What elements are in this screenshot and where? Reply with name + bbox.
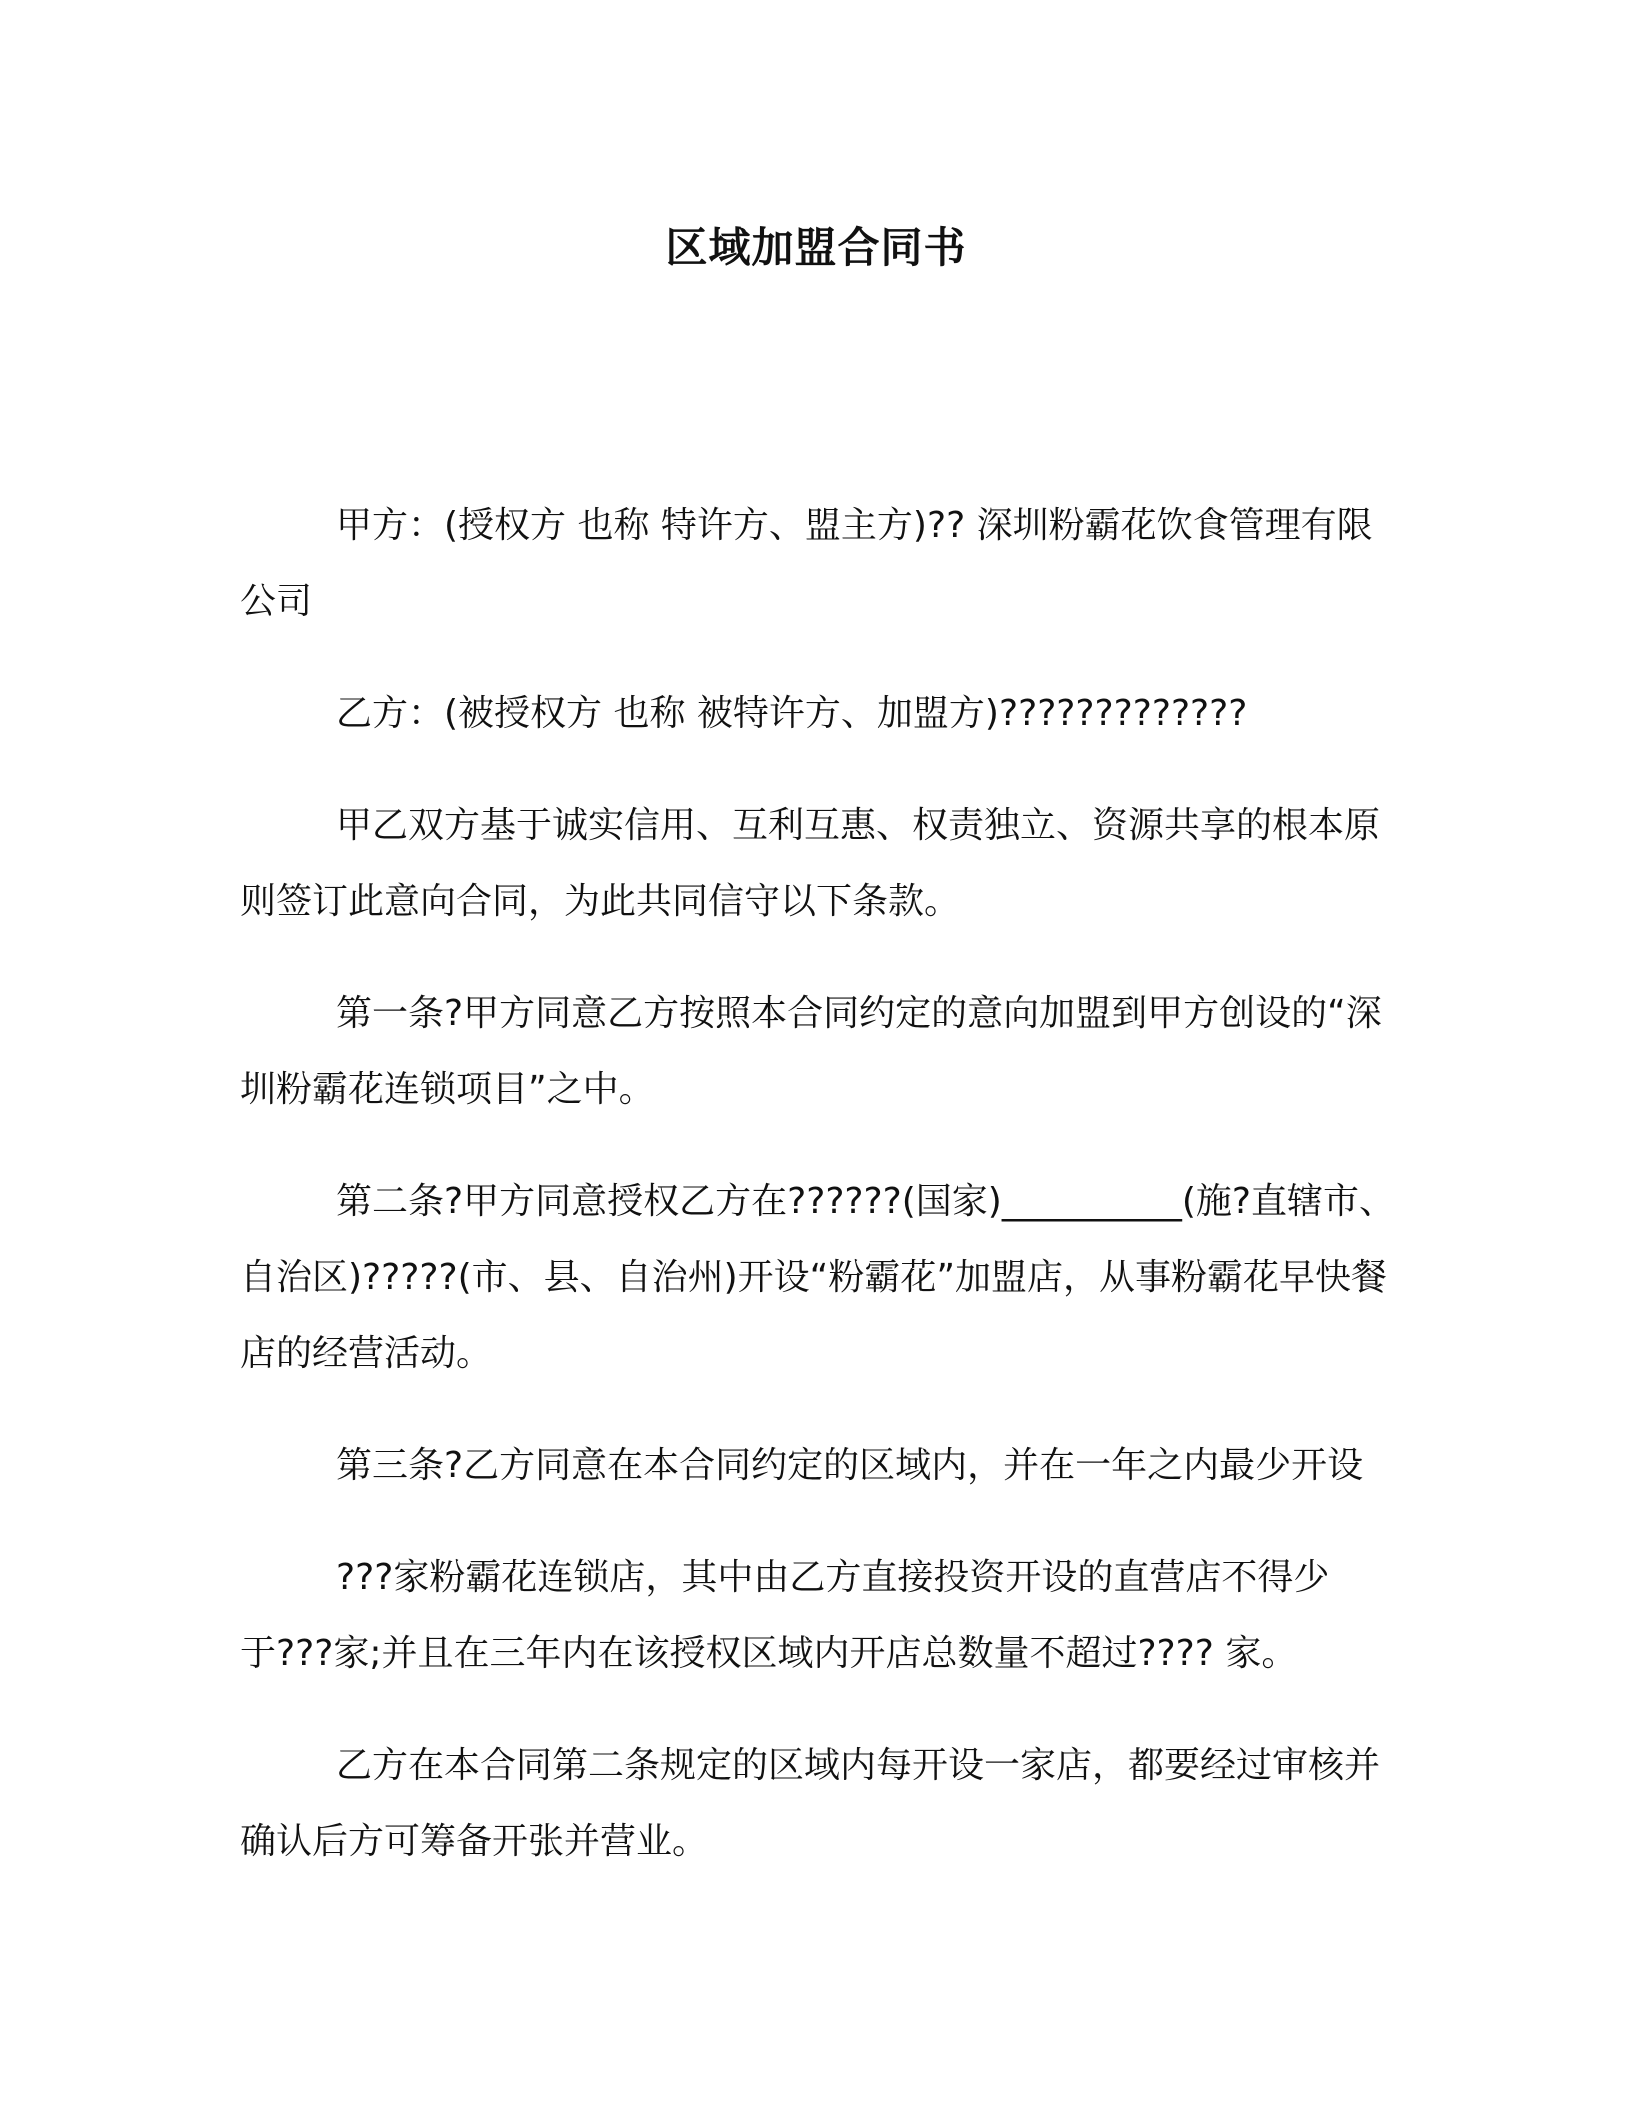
article-2-paragraph: 第二条?甲方同意授权乙方在??????(国家)__________(施?直辖市、自治区)?????(市、县、自治州)开设“粉霸花”加盟店，从事粉霸花早快餐店的经营活动。	[240, 1181, 1395, 1374]
party-b-paragraph: 乙方：(被授权方 也称 被特许方、加盟方)?????????????	[336, 693, 1248, 734]
party-a-paragraph: 甲方：(授权方 也称 特许方、盟主方)?? 深圳粉霸花饮食管理有限公司	[240, 505, 1373, 622]
article-1-paragraph: 第一条?甲方同意乙方按照本合同约定的意向加盟到甲方创设的“深圳粉霸花连锁项目”之中。	[240, 993, 1382, 1110]
principles-paragraph: 甲乙双方基于诚实信用、互利互惠、权责独立、资源共享的根本原则签订此意向合同，为此共同信守以下条款。	[240, 805, 1381, 922]
document-title: 区域加盟合同书	[665, 223, 967, 272]
article-3-paragraph: 第三条?乙方同意在本合同约定的区域内，并在一年之内最少开设	[336, 1445, 1364, 1486]
article-3-continued-paragraph: ???家粉霸花连锁店，其中由乙方直接投资开设的直营店不得少于???家;并且在三年内在该授权区域内开店总数量不超过???? 家。	[240, 1557, 1330, 1674]
store-approval-paragraph: 乙方在本合同第二条规定的区域内每开设一家店，都要经过审核并确认后方可筹备开张并营业。	[240, 1745, 1381, 1862]
document-body	[240, 488, 1400, 1916]
